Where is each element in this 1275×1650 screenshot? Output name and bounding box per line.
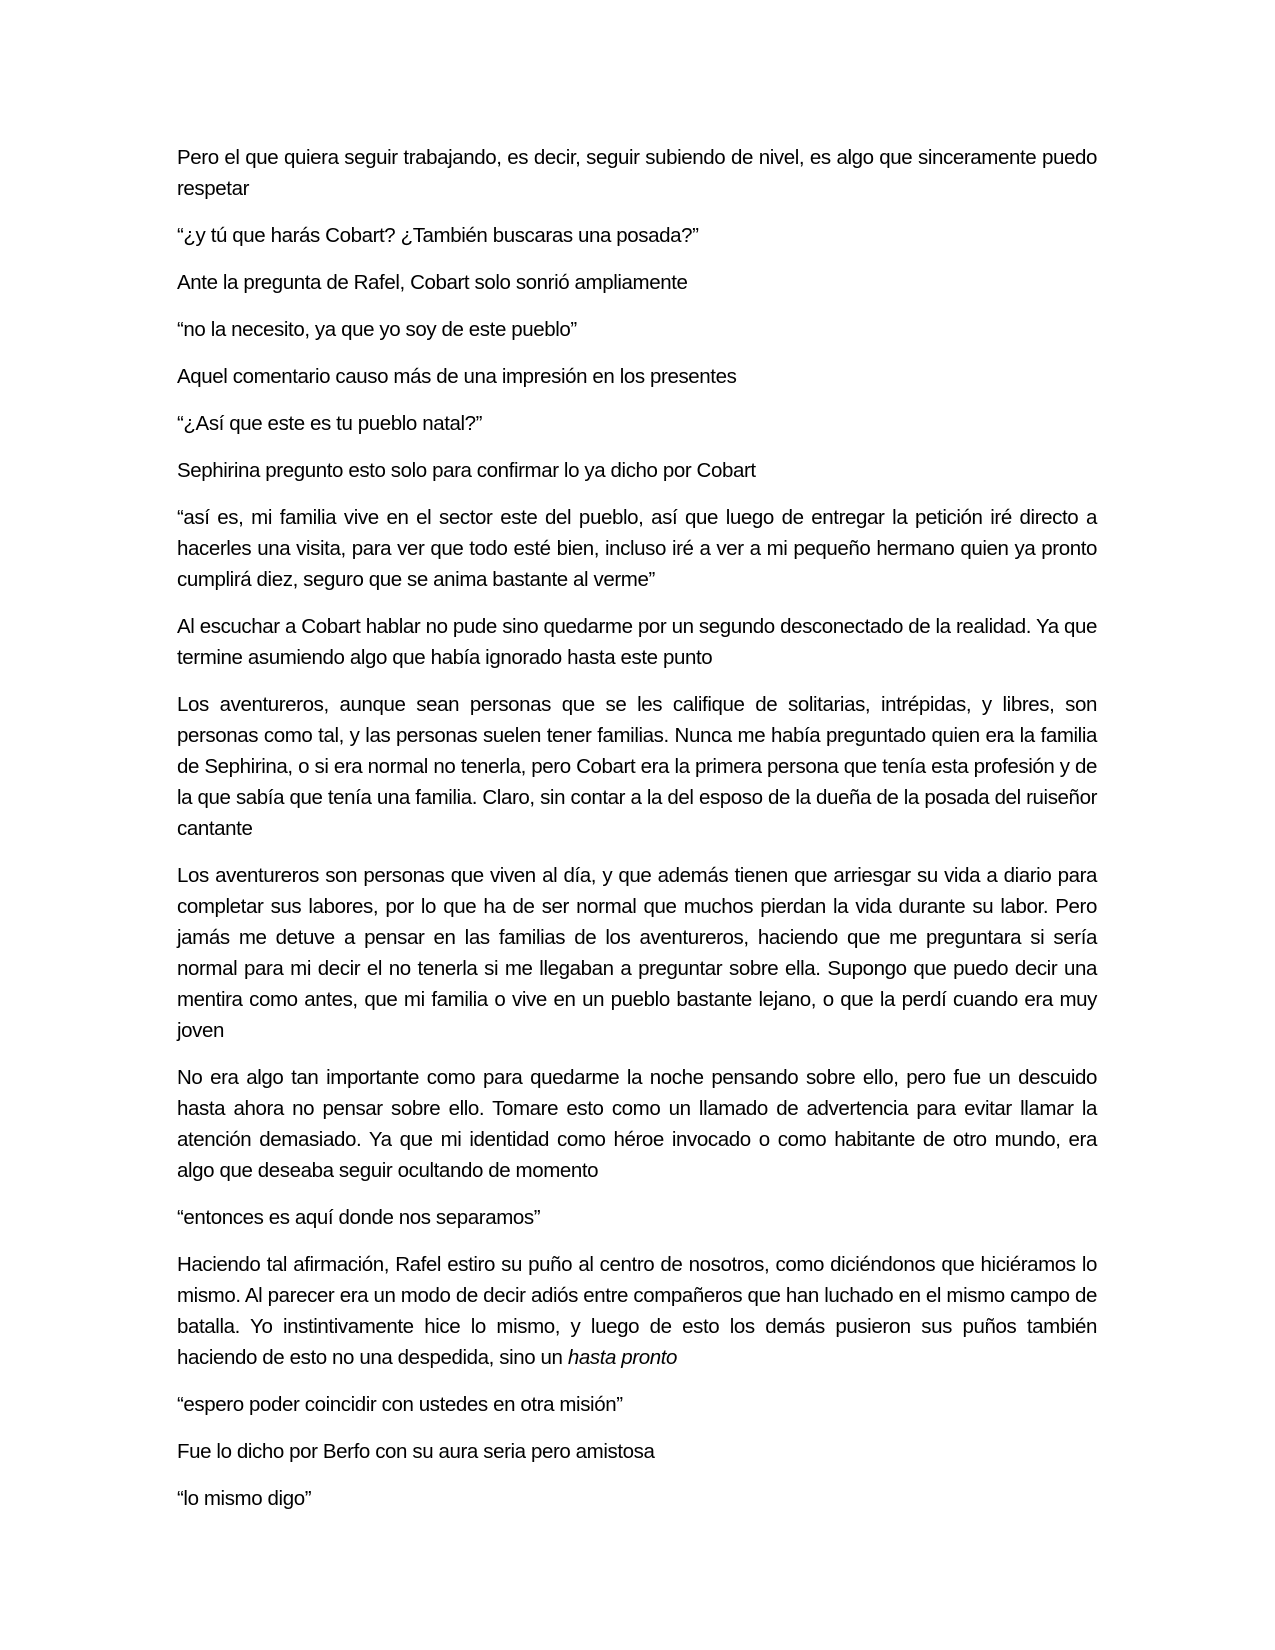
paragraph-4-dialogue: “no la necesito, ya que yo soy de este pueblo” (177, 318, 577, 341)
paragraph-16: Fue lo dicho por Berfo con su aura seria pero amistosa (177, 1440, 655, 1463)
paragraph-7: Sephirina pregunto esto solo para confirmar lo ya dicho por Cobart (177, 459, 756, 482)
paragraph-2-dialogue: “¿y tú que harás Cobart? ¿También buscaras una posada?” (177, 224, 699, 247)
paragraph-1: Pero el que quiera seguir trabajando, es decir, seguir subiendo de nivel, es algo que sinceramente puedo respetar (177, 146, 1097, 200)
paragraph-8-dialogue: “así es, mi familia vive en el sector este del pueblo, así que luego de entregar la petición iré directo a hacerles una visita, para ver que todo esté bien, incluso iré a ver a mi pequeño hermano quien ya pronto cumplirá diez, seguro que se anima bastante al verme” (177, 506, 1097, 591)
paragraph-13-dialogue: “entonces es aquí donde nos separamos” (177, 1206, 541, 1229)
paragraph-15-dialogue: “espero poder coincidir con ustedes en otra misión” (177, 1393, 623, 1416)
paragraph-10: Los aventureros, aunque sean personas que se les califique de solitarias, intrépidas, y libres, son personas como tal, y las personas suelen tener familias. Nunca me había preguntado quien era la familia de Sephirina, o si era normal no tenerla, pero Cobart era la primera persona que tenía esta profesión y de la que sabía que tenía una familia. Claro, sin contar a la del esposo de la dueña de la posada del ruiseñor cantante (177, 693, 1097, 840)
paragraph-6-dialogue: “¿Así que este es tu pueblo natal?” (177, 412, 483, 435)
paragraph-14-text: Haciendo tal afirmación, Rafel estiro su puño al centro de nosotros, como diciéndonos que hiciéramos lo mismo. Al parecer era un modo de decir adiós entre compañeros que han luchado en el mismo campo de batalla. Yo instintivamente hice lo mismo, y luego de esto los demás pusieron sus puños también haciendo de esto no una despedida, sino un (177, 1253, 1097, 1369)
paragraph-9: Al escuchar a Cobart hablar no pude sino quedarme por un segundo desconectado de la realidad. Ya que termine asumiendo algo que había ignorado hasta este punto (177, 615, 1097, 669)
paragraph-11: Los aventureros son personas que viven al día, y que además tienen que arriesgar su vida a diario para completar sus labores, por lo que ha de ser normal que muchos pierdan la vida durante su labor. Pero jamás me detuve a pensar en las familias de los aventureros, haciendo que me preguntara si sería normal para mi decir el no tenerla si me llegaban a preguntar sobre ella. Supongo que puedo decir una mentira como antes, que mi familia o vive en un pueblo bastante lejano, o que la perdí cuando era muy joven (177, 864, 1097, 1042)
paragraph-17-dialogue: “lo mismo digo” (177, 1487, 312, 1510)
paragraph-3: Ante la pregunta de Rafel, Cobart solo sonrió ampliamente (177, 271, 688, 294)
paragraph-12: No era algo tan importante como para quedarme la noche pensando sobre ello, pero fue un descuido hasta ahora no pensar sobre ello. Tomare esto como un llamado de advertencia para evitar llamar la atención demasiado. Ya que mi identidad como héroe invocado o como habitante de otro mundo, era algo que deseaba seguir ocultando de momento (177, 1066, 1097, 1182)
paragraph-14-italic-phrase: hasta pronto (567, 1346, 678, 1369)
paragraph-14 (177, 1249, 1097, 1373)
paragraph-5: Aquel comentario causo más de una impresión en los presentes (177, 365, 737, 388)
